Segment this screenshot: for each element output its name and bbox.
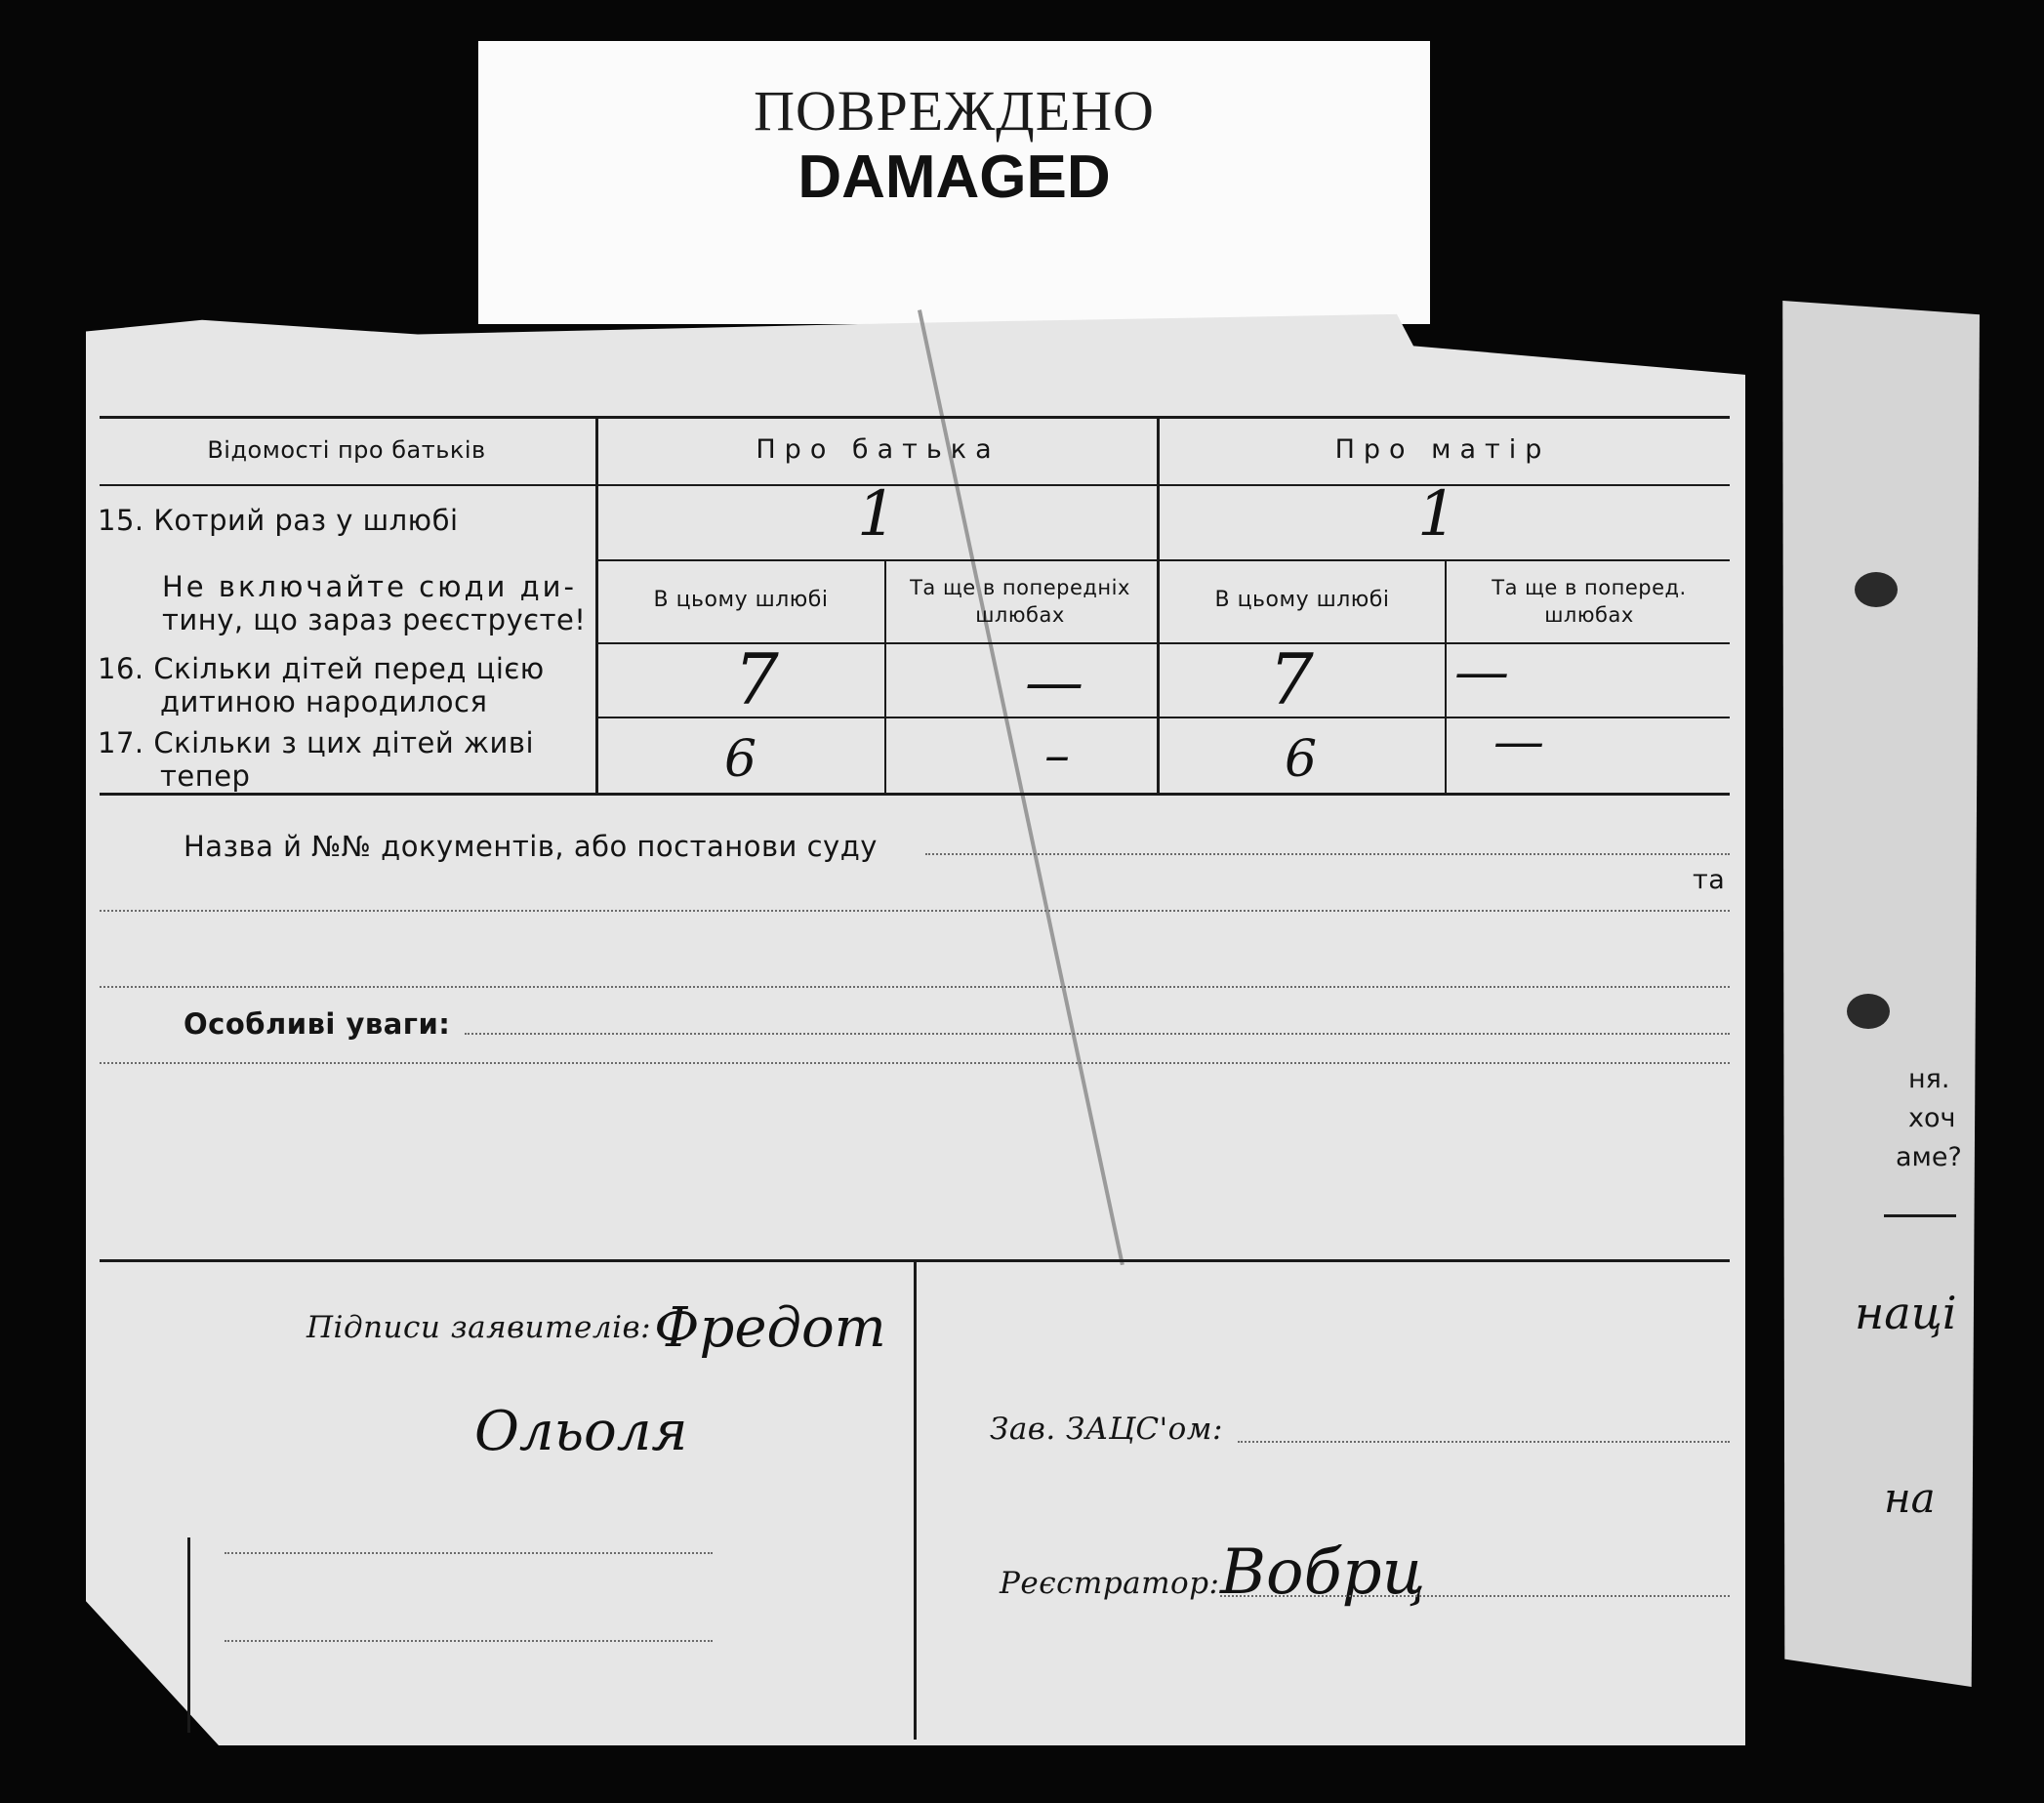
applicant-signature-2: Ольоля <box>474 1400 688 1463</box>
documents-dotline-1 <box>925 853 1730 855</box>
side-strip-text-1: ня. <box>1908 1064 1950 1094</box>
row16-father-previous: — <box>1025 648 1083 717</box>
header-mother: Про матір <box>1334 434 1551 465</box>
row15-father-value: 1 <box>857 478 897 551</box>
stamp-bracket <box>187 1537 190 1733</box>
remarks-label: Особливі уваги: <box>184 1007 451 1041</box>
row16-label-1: 16. Скільки дітей перед цією <box>98 652 545 685</box>
damaged-label-card <box>478 41 1430 324</box>
table-header-rule <box>100 484 1730 486</box>
row17-mother-previous: — <box>1493 713 1544 771</box>
mother-this-marriage-header: В цьому шлюбі <box>1214 588 1390 612</box>
registrar-dotline <box>1220 1595 1730 1597</box>
row16-mother-previous: — <box>1454 640 1509 704</box>
head-of-registry-label: Зав. ЗАЦС'ом: <box>990 1412 1223 1447</box>
table-col-divider-mother <box>1445 561 1447 794</box>
documents-tail: та <box>1693 865 1726 895</box>
table-col-divider-father <box>884 561 886 794</box>
side-strip-text-2: хоч <box>1908 1103 1956 1133</box>
stamp-dotline-1 <box>225 1552 713 1554</box>
row17-father-this: 6 <box>724 730 757 789</box>
table-top-rule <box>100 416 1730 419</box>
side-strip-rule <box>1884 1214 1956 1217</box>
damaged-label-english: DAMAGED <box>797 143 1111 211</box>
header-father: Про батька <box>756 434 1001 465</box>
side-strip-handwriting-1: наці <box>1855 1287 1957 1339</box>
applicants-signatures-label: Підписи заявителів: <box>307 1310 652 1345</box>
table-row15-rule <box>597 559 1730 561</box>
note-line-2: тину, що зараз реєструєте! <box>162 603 587 636</box>
row17-mother-this: 6 <box>1285 730 1318 789</box>
registrar-signature: Вобрц <box>1220 1537 1426 1609</box>
side-strip <box>1777 301 1980 1687</box>
row17-label-1: 17. Скільки з цих дітей живі <box>98 726 535 759</box>
table-bottom-rule <box>100 793 1730 796</box>
stamp-dotline-2 <box>225 1640 713 1642</box>
remarks-dotline-2 <box>100 1062 1730 1064</box>
mother-previous-header-1: Та ще в поперед. <box>1492 576 1687 599</box>
documents-label: Назва й №№ документів, або постанови суду <box>184 830 878 863</box>
punch-hole-top <box>1855 572 1898 607</box>
documents-dotline-2 <box>100 910 1730 912</box>
side-strip-handwriting-2: на <box>1884 1474 1936 1522</box>
row15-label: 15. Котрий раз у шлюбі <box>98 504 459 537</box>
documents-dotline-3 <box>100 986 1730 988</box>
registrar-label: Реєстратор: <box>1000 1566 1220 1601</box>
note-line-1: Не включайте сюди ди- <box>162 570 577 603</box>
row16-father-this: 7 <box>734 638 779 720</box>
signatures-col-divider <box>914 1261 917 1740</box>
head-of-registry-dotline <box>1238 1441 1730 1443</box>
row17-label-2: тепер <box>160 759 251 793</box>
father-this-marriage-header: В цьому шлюбі <box>653 588 829 612</box>
side-strip-text-3: аме? <box>1896 1142 1962 1172</box>
row17-father-previous: – <box>1044 726 1070 785</box>
father-previous-header-2: шлюбах <box>975 603 1065 627</box>
father-previous-header-1: Та ще в попередніх <box>910 576 1130 599</box>
damaged-label-ukrainian: ПОВРЕЖДЕНО <box>754 79 1155 143</box>
remarks-dotline-1 <box>465 1033 1730 1035</box>
row16-mother-this: 7 <box>1269 638 1314 720</box>
header-parents-info: Відомості про батьків <box>207 436 486 464</box>
mother-previous-header-2: шлюбах <box>1544 603 1634 627</box>
row15-mother-value: 1 <box>1417 478 1457 551</box>
applicant-signature-1: Фредот <box>654 1296 886 1360</box>
row16-label-2: дитиною народилося <box>160 685 488 718</box>
punch-hole-bottom <box>1847 994 1890 1029</box>
